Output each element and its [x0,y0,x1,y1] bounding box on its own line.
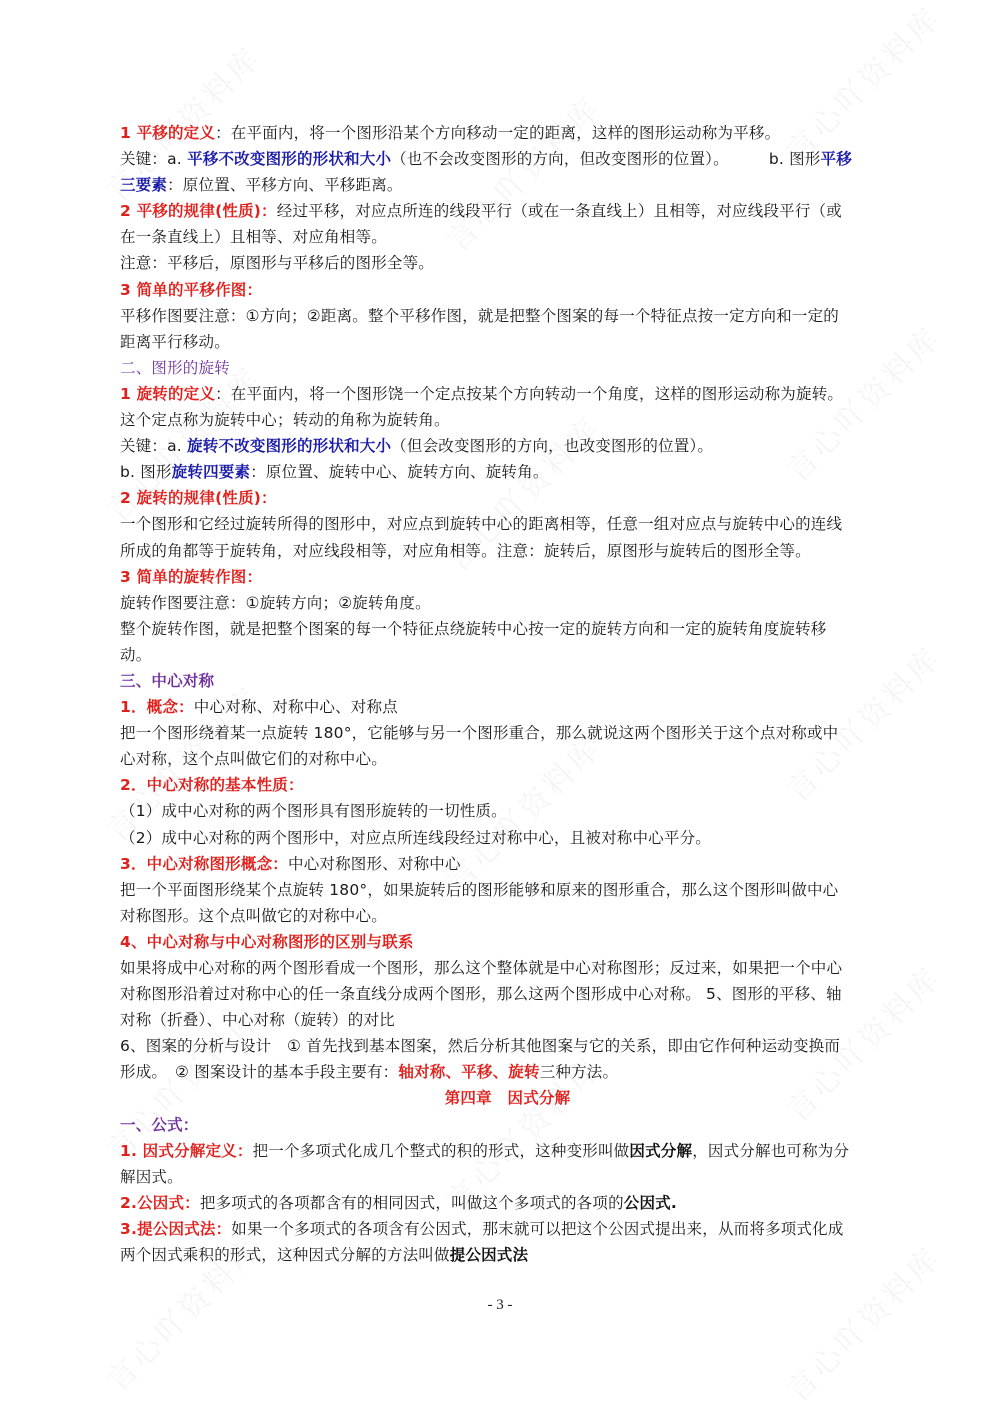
section-title: 3.提公因式法： [120,1219,232,1238]
relation-text-cont: 对称（折叠）、中心对称（旋转）的对比 [120,1011,395,1030]
section-title: 1．概念： [120,698,194,717]
document-body [120,120,895,1268]
key-b-label: b. 图形 [768,150,821,169]
property-item: （2）成中心对称的两个图形中，对应点所连线段经过对称中心，且被对称中心平分。 [120,828,711,847]
translation-definition [120,120,895,146]
drawing-text-cont: 距离平行移动。 [120,332,230,351]
key-emphasis: 旋转不改变图形的形状和大小 [187,437,392,456]
rotation-key-b [120,459,895,485]
definition-text: 如果一个多项式的各项含有公因式，那末就可以把这个公因式提出来，从而将多项式化成 [231,1219,844,1238]
drawing-text-cont: 整个旋转作图，就是把整个图案的每一个特征点绕旋转中心按一定的旋转方向和一定的旋转角度旋转移 [120,619,827,638]
rotation-key-a [120,433,895,459]
properties-text: 一个图形和它经过旋转所得的图形中，对应点到旋转中心的距离相等，任意一组对应点与旋转中心的连线 [120,515,843,534]
design-text: 6、图案的分析与设计 ① 首先找到基本图案，然后分析其他图案与它的关系，即由它作何种运动变换而 [120,1037,841,1056]
relation-text-cont: 对称图形沿着过对称中心的任一条直线分成两个图形，那么这两个图形成中心对称。 5、图形的平移、轴 [120,985,842,1004]
definition-text: 两个因式乘积的形式，这种因式分解的方法叫做 [120,1246,450,1265]
section-title: 2.公因式： [120,1193,200,1212]
definition-text-cont: 对称图形。这个点叫做它的对称中心。 [120,906,387,925]
extract-factor-definition [120,1216,895,1242]
key-label: 关键：a. [120,150,188,169]
key-text: ：原位置、平移方向、平移距离。 [167,176,403,195]
key-text: ：原位置、旋转中心、旋转方向、旋转角。 [250,463,549,482]
property-item: （1）成中心对称的两个图形具有图形旋转的一切性质。 [120,802,507,821]
definition-text-cont: 这个定点称为旋转中心；转动的角称为旋转角。 [120,411,450,430]
chapter-title: 第四章 因式分解 [444,1089,571,1108]
term-bold: 公因式. [623,1193,677,1212]
section-title: 3．中心对称图形概念： [120,854,288,873]
common-factor-definition [120,1190,895,1216]
page-number: - 3 - [487,1297,513,1313]
factorization-definition [120,1138,895,1164]
term-bold: 因式分解 [629,1141,693,1160]
definition-text: ，因式分解也可称为分 [692,1141,850,1160]
extract-factor-definition-cont [120,1242,895,1268]
concept-text: 中心对称图形、对称中心 [288,854,461,873]
section-title: 2．中心对称的基本性质： [120,776,304,795]
key-label: 关键：a. [120,437,188,456]
section-heading-central-symmetry: 三、中心对称 [120,671,215,690]
definition-text: ：在平面内，将一个图形饶一个定点按某个方向转动一个角度，这样的图形运动称为旋转。 [215,384,844,403]
definition-text: ：在平面内，将一个图形沿某个方向移动一定的距离，这样的图形运动称为平移。 [215,124,781,142]
drawing-text-cont: 动。 [120,645,152,664]
rotation-definition [120,381,895,407]
properties-text-cont: 所成的角都等于旋转角，对应线段相等，对应角相等。注意：旋转后，原图形与旋转后的图形全等。 [120,541,811,560]
section-title: 2 旋转的规律(性质)： [120,489,277,508]
key-text: （也不会改变图形的方向，但改变图形的位置）。 [391,150,729,169]
drawing-text: 旋转作图要注意：①旋转方向；②旋转角度。 [120,593,431,612]
relation-text: 如果将成中心对称的两个图形看成一个图形，那么这个整体就是中心对称图形；反过来，如果把一个中心 [120,959,843,977]
key-emphasis: 平移不改变图形的形状和大小 [187,150,392,169]
design-emphasis: 轴对称、平移、旋转 [398,1063,540,1082]
section-title: 4、中心对称与中心对称图形的区别与联系 [120,932,414,951]
properties-text-cont: 在一条直线上）且相等、对应角相等。 [120,228,387,247]
section-title: 2 平移的规律(性质)： [120,202,277,221]
definition-text: 把多项式的各项都含有的相同因式，叫做这个多项式的各项的 [199,1193,624,1212]
key-text: （但会改变图形的方向，也改变图形的位置）。 [391,437,714,456]
key-emphasis: 旋转四要素 [171,463,251,482]
section-title: 3 简单的平移作图： [120,280,263,299]
section-title: 1 旋转的定义 [120,384,216,403]
translation-key-b [120,172,895,198]
design-text-part: 形成。 ② 图案设计的基本手段主要有： [120,1063,399,1082]
drawing-text: 平移作图要注意：①方向；②距离。整个平移作图，就是把整个图案的每一个特征点按一定方向和一定的 [120,306,839,325]
definition-text-cont: 心对称，这个点叫做它们的对称中心。 [120,750,387,769]
note-text: 注意：平移后，原图形与平移后的图形全等。 [120,254,435,273]
definition-text: 把一个多项式化成几个整式的积的形式，这种变形叫做 [252,1141,630,1160]
key-emphasis: 三要素 [120,176,168,195]
section-heading-formula: 一、公式： [120,1115,199,1134]
key-b-label: b. 图形 [120,463,172,482]
translation-key-a [120,146,895,172]
section-heading-rotation: 二、图形的旋转 [120,358,230,377]
definition-text: 把一个平面图形绕某个点旋转 180°，如果旋转后的图形能够和原来的图形重合，那么这个图形叫做中心 [120,880,839,899]
design-text-cont [120,1059,895,1085]
section-title: 1 平移的定义 [120,124,216,142]
section-title: 1. 因式分解定义： [120,1141,253,1160]
translation-properties [120,198,895,224]
key-emphasis: 平移 [820,150,852,169]
section-title: 3 简单的旋转作图： [120,567,263,586]
definition-text: 把一个图形绕着某一点旋转 180°，它能够与另一个图形重合，那么就说这两个图形关于这个点对称或中 [120,724,839,743]
concept-line [120,851,895,877]
properties-text: 经过平移，对应点所连的线段平行（或在一条直线上）且相等，对应线段平行（或 [276,202,842,221]
concept-text: 中心对称、对称中心、对称点 [193,698,398,717]
definition-text-cont: 解因式。 [120,1167,183,1186]
concept-line [120,694,895,720]
term-bold: 提公因式法 [449,1246,529,1265]
design-text-part: 三种方法。 [539,1063,619,1082]
